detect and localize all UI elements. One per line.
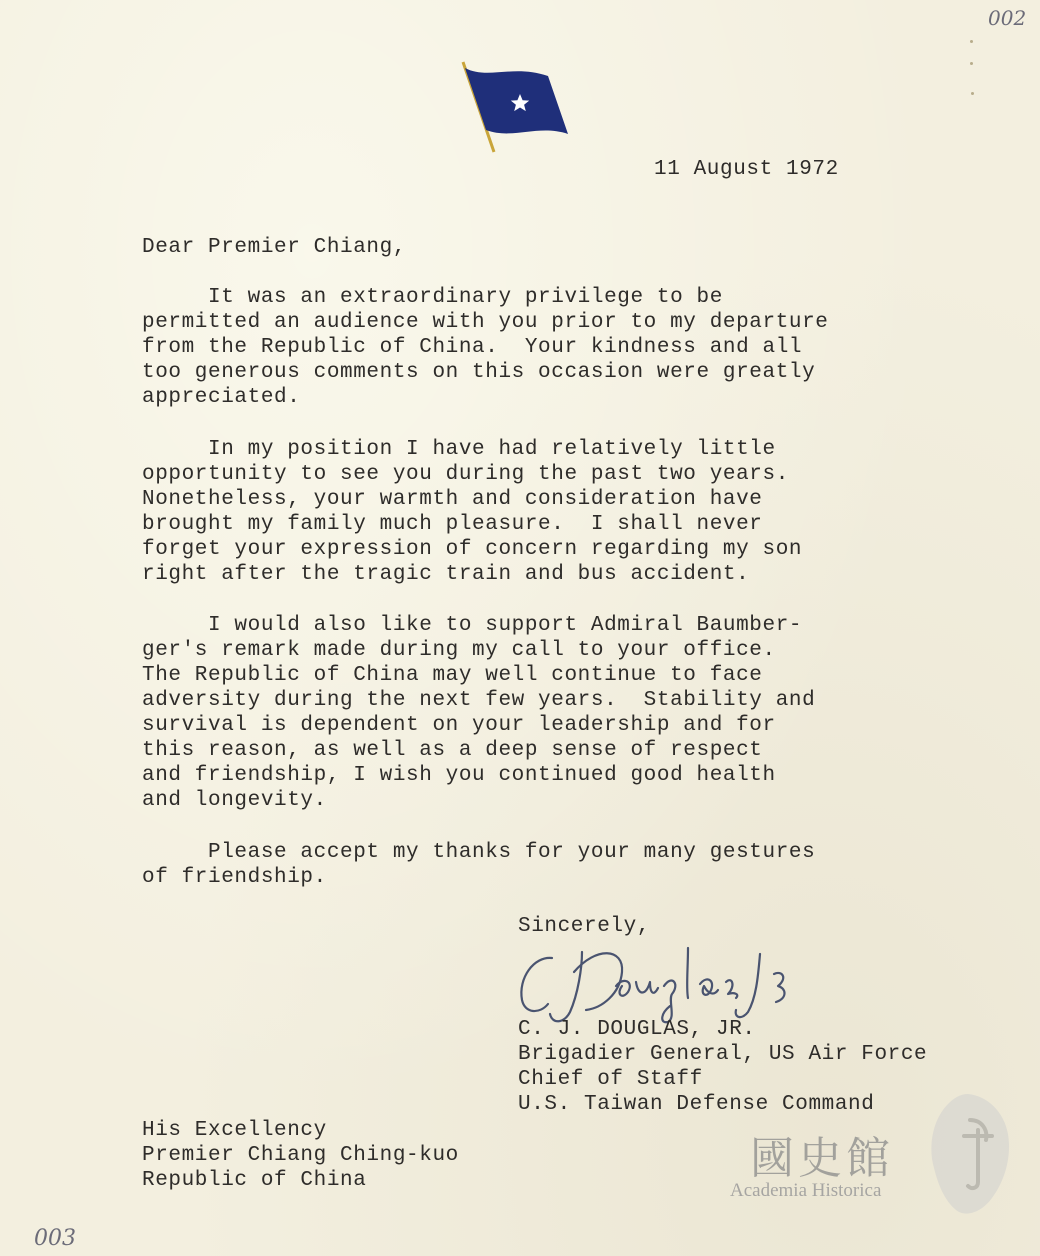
recipient-line: Republic of China <box>142 1169 367 1192</box>
paragraph-line: I would also like to support Admiral Baumber- <box>142 614 803 637</box>
paragraph-line: permitted an audience with you prior to my departure <box>142 311 829 334</box>
paragraph-line: brought my family much pleasure. I shall never <box>142 513 763 536</box>
paragraph-line: and longevity. <box>142 789 327 812</box>
paragraph-line: The Republic of China may well continue to face <box>142 664 763 687</box>
paragraph-line: opportunity to see you during the past two years. <box>142 463 789 486</box>
paragraph-line: Nonetheless, your warmth and consideration have <box>142 488 763 511</box>
letter-date: 11 August 1972 <box>654 158 839 181</box>
paragraph-line: from the Republic of China. Your kindness and all <box>142 336 803 359</box>
paragraph-line: Please accept my thanks for your many gestures <box>142 841 816 864</box>
paragraph-line: right after the tragic train and bus accident. <box>142 563 750 586</box>
signer-rank: Brigadier General, US Air Force <box>518 1043 928 1066</box>
closing: Sincerely, <box>518 915 651 938</box>
signer-position: Chief of Staff <box>518 1068 703 1091</box>
signer-command: U.S. Taiwan Defense Command <box>518 1093 875 1116</box>
archive-watermark <box>730 1110 1030 1210</box>
watermark-english: Academia Historica <box>730 1180 882 1201</box>
handwritten-signature <box>512 938 802 1028</box>
watermark-chinese: 國史館 <box>750 1133 894 1184</box>
paragraph-line: ger's remark made during my call to your office. <box>142 639 776 662</box>
signer-name: C. J. DOUGLAS, JR. <box>518 1018 756 1041</box>
paper-specks <box>970 40 974 100</box>
paragraph-line: this reason, as well as a deep sense of respect <box>142 739 763 762</box>
salutation: Dear Premier Chiang, <box>142 236 407 259</box>
recipient-line: His Excellency <box>142 1119 327 1142</box>
paragraph-line: survival is dependent on your leadership and for <box>142 714 776 737</box>
paragraph-line: In my position I have had relatively little <box>142 438 776 461</box>
taiwan-seal-icon <box>908 1090 1018 1220</box>
paragraph-line: forget your expression of concern regarding my son <box>142 538 803 561</box>
archive-page-number-top: 002 <box>988 6 1027 30</box>
paragraph-line: It was an extraordinary privilege to be <box>142 286 723 309</box>
archive-page-number-bottom: 003 <box>34 1226 76 1251</box>
general-star-flag-icon <box>458 58 578 158</box>
paragraph-line: appreciated. <box>142 386 301 409</box>
paragraph-line: too generous comments on this occasion were greatly <box>142 361 816 384</box>
paragraph-line: of friendship. <box>142 866 327 889</box>
paragraph-line: adversity during the next few years. Stability and <box>142 689 816 712</box>
paragraph-line: and friendship, I wish you continued good health <box>142 764 776 787</box>
recipient-line: Premier Chiang Ching-kuo <box>142 1144 459 1167</box>
